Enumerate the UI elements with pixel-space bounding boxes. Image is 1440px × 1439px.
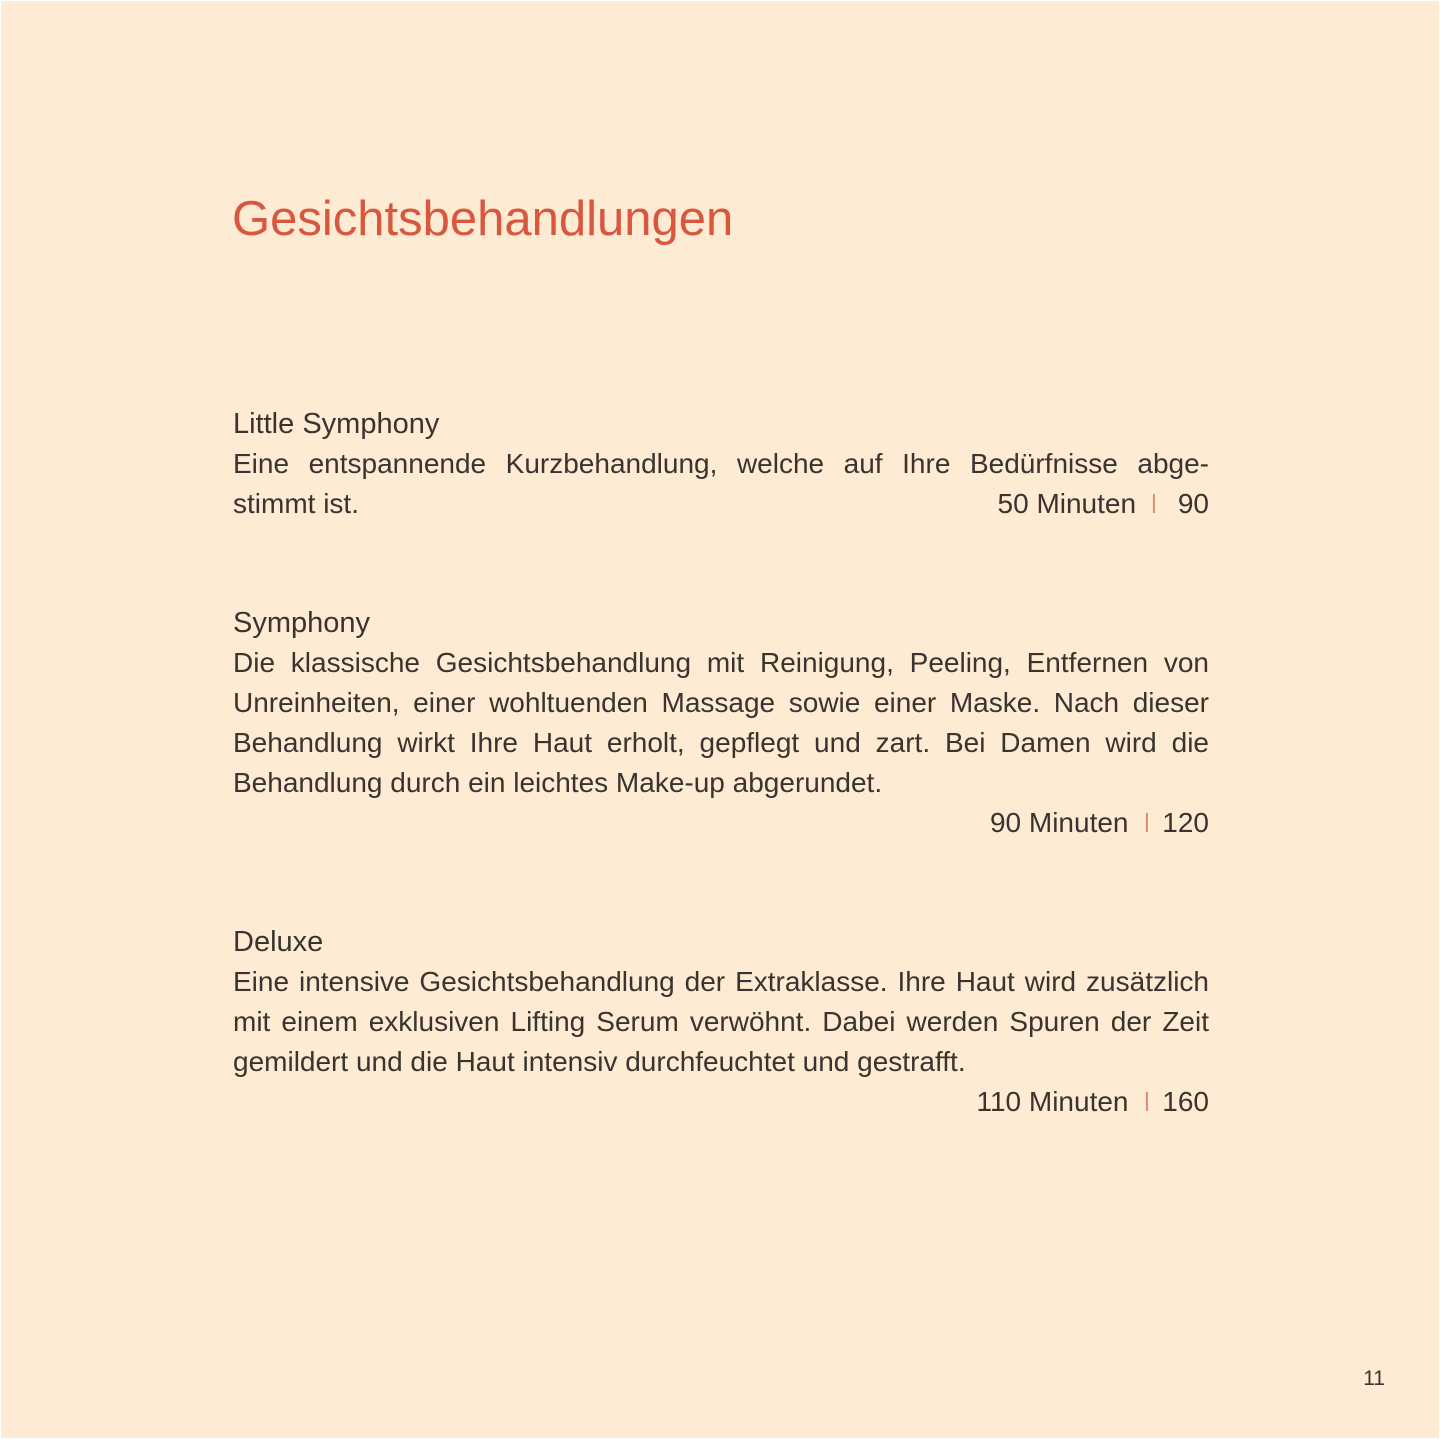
treatment-price: 160 <box>1162 1086 1209 1117</box>
treatment-name: Little Symphony <box>233 408 440 440</box>
treatment-duration-price <box>998 484 1209 524</box>
treatment-description-line: stimmt ist. <box>233 488 359 519</box>
treatment-name: Symphony <box>233 607 371 639</box>
treatment-little-symphony <box>233 404 1209 524</box>
treatment-deluxe <box>233 922 1209 1122</box>
treatment-duration: 110 Minuten <box>976 1086 1129 1117</box>
treatment-description: Die klassische Gesichtsbehandlung mit Reinigung, Peeling, Entfernen von Unreinheiten, einer wohltuenden Massage sowie einer Maske. Nach dieser Behandlung wirkt Ihre Haut erholt, gepflegt und zart. Bei Damen wird die Behandlung durch ein leichtes Make-up abgerundet. <box>233 647 1209 798</box>
separator-mark: I <box>1144 1086 1149 1117</box>
treatment-symphony <box>233 603 1209 843</box>
treatment-duration: 90 Minuten <box>989 807 1129 838</box>
treatment-description: Eine intensive Gesichtsbehandlung der Extraklasse. Ihre Haut wird zusätzlich mit einem exklusiven Lifting Serum verwöhnt. Dabei werden Spuren der Zeit gemildert und die Haut intensiv durchfeuchtet und gestrafft. <box>233 966 1209 1077</box>
treatment-description-block <box>233 444 1209 524</box>
treatment-description-line: Eine entspannende Kurzbehandlung, welche auf Ihre Bedürfnisse abge- <box>233 448 1209 479</box>
treatment-duration-price <box>233 1082 1209 1122</box>
page-number: 11 <box>1363 1367 1385 1390</box>
treatment-name: Deluxe <box>233 926 324 958</box>
treatment-price: 90 <box>1177 488 1209 519</box>
page-title: Gesichtsbehandlungen <box>232 192 734 246</box>
treatment-price: 120 <box>1162 807 1209 838</box>
treatment-duration-price <box>233 803 1209 843</box>
treatment-duration: 50 Minuten <box>997 488 1137 519</box>
separator-mark: I <box>1152 488 1156 519</box>
separator-mark: I <box>1144 807 1149 838</box>
